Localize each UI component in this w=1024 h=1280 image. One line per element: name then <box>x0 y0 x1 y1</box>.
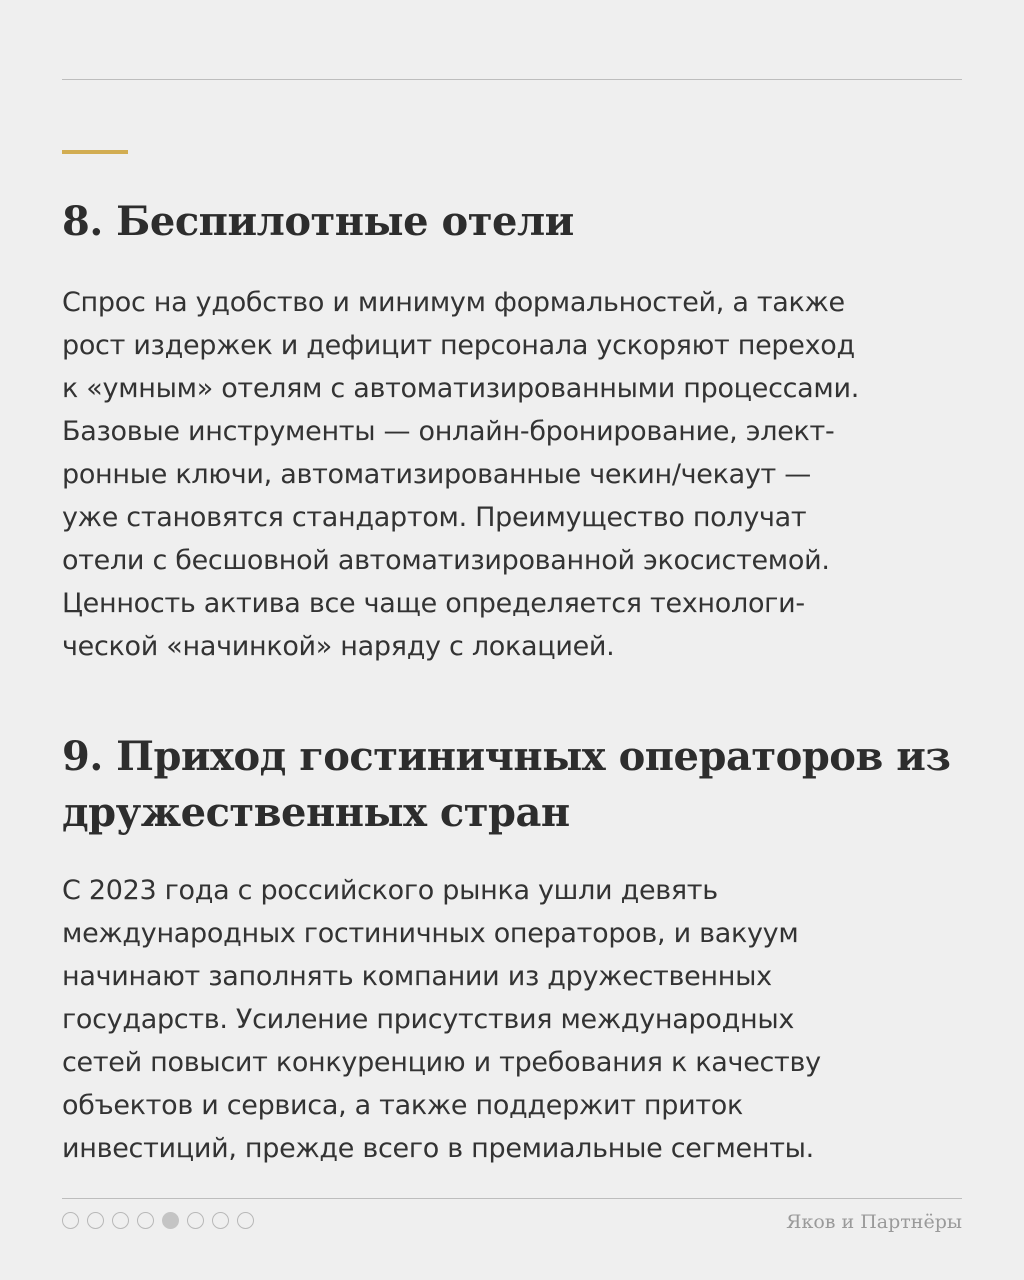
section-9-title <box>62 729 962 841</box>
section-9-line: международных гостиничных операторов, и вакуум <box>62 918 799 949</box>
page-dot-active[interactable] <box>162 1212 179 1229</box>
page-dot[interactable] <box>212 1212 229 1229</box>
section-9-line: С 2023 года с российского рынка ушли девять <box>62 875 718 906</box>
section-9-line: сетей повысит конкуренцию и требования к качеству <box>62 1047 821 1078</box>
section-9-line: инвестиций, прежде всего в премиальные сегменты. <box>62 1133 814 1164</box>
section-8-line: ронные ключи, автоматизированные чекин/чекаут — <box>62 459 811 490</box>
section-9-line: государств. Усиление присутствия международных <box>62 1004 795 1035</box>
section-8-line: к «умным» отелям с автоматизированными процессами. <box>62 373 860 404</box>
section-9-line: начинают заполнять компании из дружественных <box>62 961 772 992</box>
section-8-line: отели с бесшовной автоматизированной экосистемой. <box>62 545 830 576</box>
page-dot[interactable] <box>137 1212 154 1229</box>
page-indicator <box>62 1212 254 1229</box>
bottom-divider <box>62 1198 962 1199</box>
page-dot[interactable] <box>62 1212 79 1229</box>
section-8-line: Ценность актива все чаще определяется технологи- <box>62 588 805 619</box>
section-8-line: ческой «начинкой» наряду с локацией. <box>62 631 615 662</box>
top-divider <box>62 79 962 80</box>
page-dot[interactable] <box>87 1212 104 1229</box>
section-8-title: 8. Беспилотные отели <box>62 198 574 245</box>
page-dot[interactable] <box>237 1212 254 1229</box>
section-8-text <box>62 281 962 668</box>
section-9-title-line: 9. Приход гостиничных операторов из <box>62 733 951 780</box>
section-8-line: Базовые инструменты — онлайн-бронирование, элект- <box>62 416 835 447</box>
section-8-line: рост издержек и дефицит персонала ускоряют переход <box>62 330 855 361</box>
page-dot[interactable] <box>187 1212 204 1229</box>
section-9-line: объектов и сервиса, а также поддержит приток <box>62 1090 744 1121</box>
brand-name: Яков и Партнёры <box>786 1211 962 1233</box>
accent-bar <box>62 150 128 154</box>
section-9-title-line: дружественных стран <box>62 789 570 836</box>
section-9-text <box>62 869 962 1170</box>
section-8-line: Спрос на удобство и минимум формальностей, а также <box>62 287 845 318</box>
page-dot[interactable] <box>112 1212 129 1229</box>
section-8-line: уже становятся стандартом. Преимущество получат <box>62 502 807 533</box>
